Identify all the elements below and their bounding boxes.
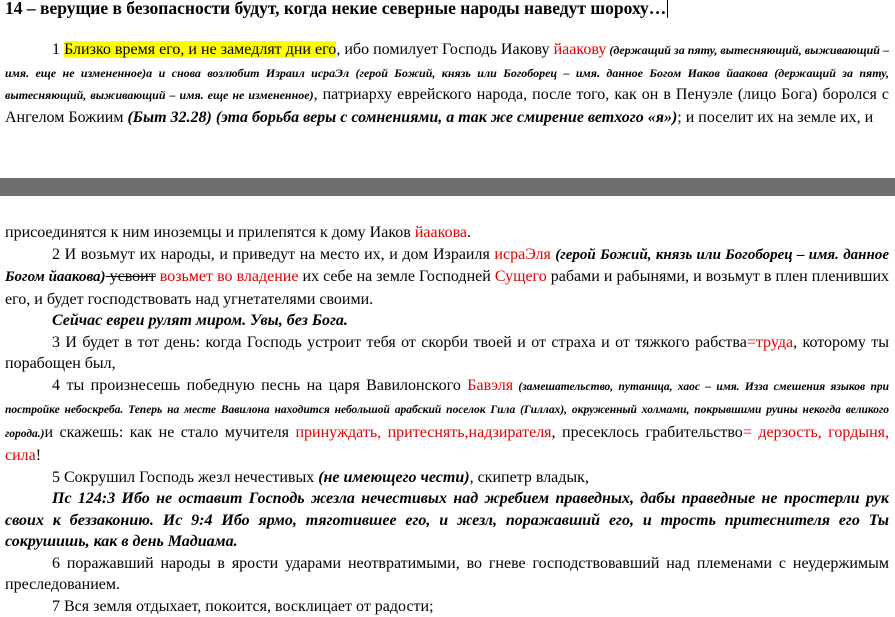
- verse-7: 7 Вся земля отдыхает, покоится, восклицает от радости;: [5, 596, 889, 617]
- verse-2: 2 И возьмут их народы, и приведут на место их, и дом Израиля исраЭля (герой Божий, князь или Богоборец – имя. данное Богом йаакова) усвоит возьмет во владение их себе на земле Господней Сущего рабами и рабынями, и возьмут в плен пленивших его, и будет господствовать над угнетателями своими.: [5, 244, 889, 311]
- verse-4: 4 ты произнесешь победную песнь на царя Вавилонского Бавэля (замешательство, путаница, хаос – имя. Изза смешения языков при постройке небоскреба. Теперь на месте Вавилона находится небольшой арабский поселок Гила (Гиллах), окруженный холмами, покрывшими руины некогда великого города.)и скажешь: как не стало мучителя принуждать, притеснять,надзирателя, пресеклось грабительство= дерзость, гордыня, сила!: [5, 375, 889, 467]
- verse-1-continuation: присоединятся к ним иноземцы и прилепятся к дому Иаков йаакова.: [5, 222, 889, 244]
- verse-5: 5 Сокрушил Господь жезл нечестивых (не имеющего чести), скипетр владык,: [5, 467, 889, 489]
- verse-6: 6 поражавший народы в ярости ударами неотвратимыми, во гневе господствовавший над племенами с неудержимым преследованием.: [5, 553, 889, 596]
- verse-3: 3 И будет в тот день: когда Господь устроит тебя от скорби твоей и от страха и от тяжкого рабства=труда, которому ты порабощен был,: [5, 332, 889, 375]
- comment-2: Пс 124:3 Ибо не оставит Господь жезла нечестивых над жребием праведных, дабы праведные не простерли рук своих к беззаконию. Ис 9:4 Ибо ярмо, тяготившее его, и жезл, поражавший его, и трость притеснителя его Ты сокрушишь, как в день Мадиама.: [5, 488, 889, 553]
- page-bottom: [0, 198, 895, 610]
- highlighted-text: Близко время его, и не замедлят дни его: [64, 41, 336, 58]
- text-body[interactable]: [5, 222, 889, 617]
- verse-1[interactable]: 1 Близко время его, и не замедлят дни его, ибо помилует Господь Иакову йаакову (держащий за пяту, вытесняющий, выживающий – имя. еще не измененное)а и снова возлюбит Израил исраЭл (герой Божий, князь или Богоборец – имя. данное Богом Иаков йаакова (держащий за пяту, вытесняющий, выживающий – имя. еще не измененное), патриарху еврейского народа, после того, как он в Пенуэле (лицо Бога) боролся с Ангелом Божиим (Быт 32.28) (эта борьба веры с сомнениями, а так же смирение ветхого «я»); и поселит их на земле их, и: [5, 39, 889, 128]
- comment-1: Сейчас евреи рулят миром. Увы, без Бога.: [5, 310, 889, 332]
- section-heading: 14 – верущие в безопасности будут, когда некие северные народы наведут шороху…: [5, 0, 668, 19]
- text-cursor: [667, 0, 668, 18]
- page-top: [0, 0, 895, 180]
- page-separator: [0, 178, 895, 196]
